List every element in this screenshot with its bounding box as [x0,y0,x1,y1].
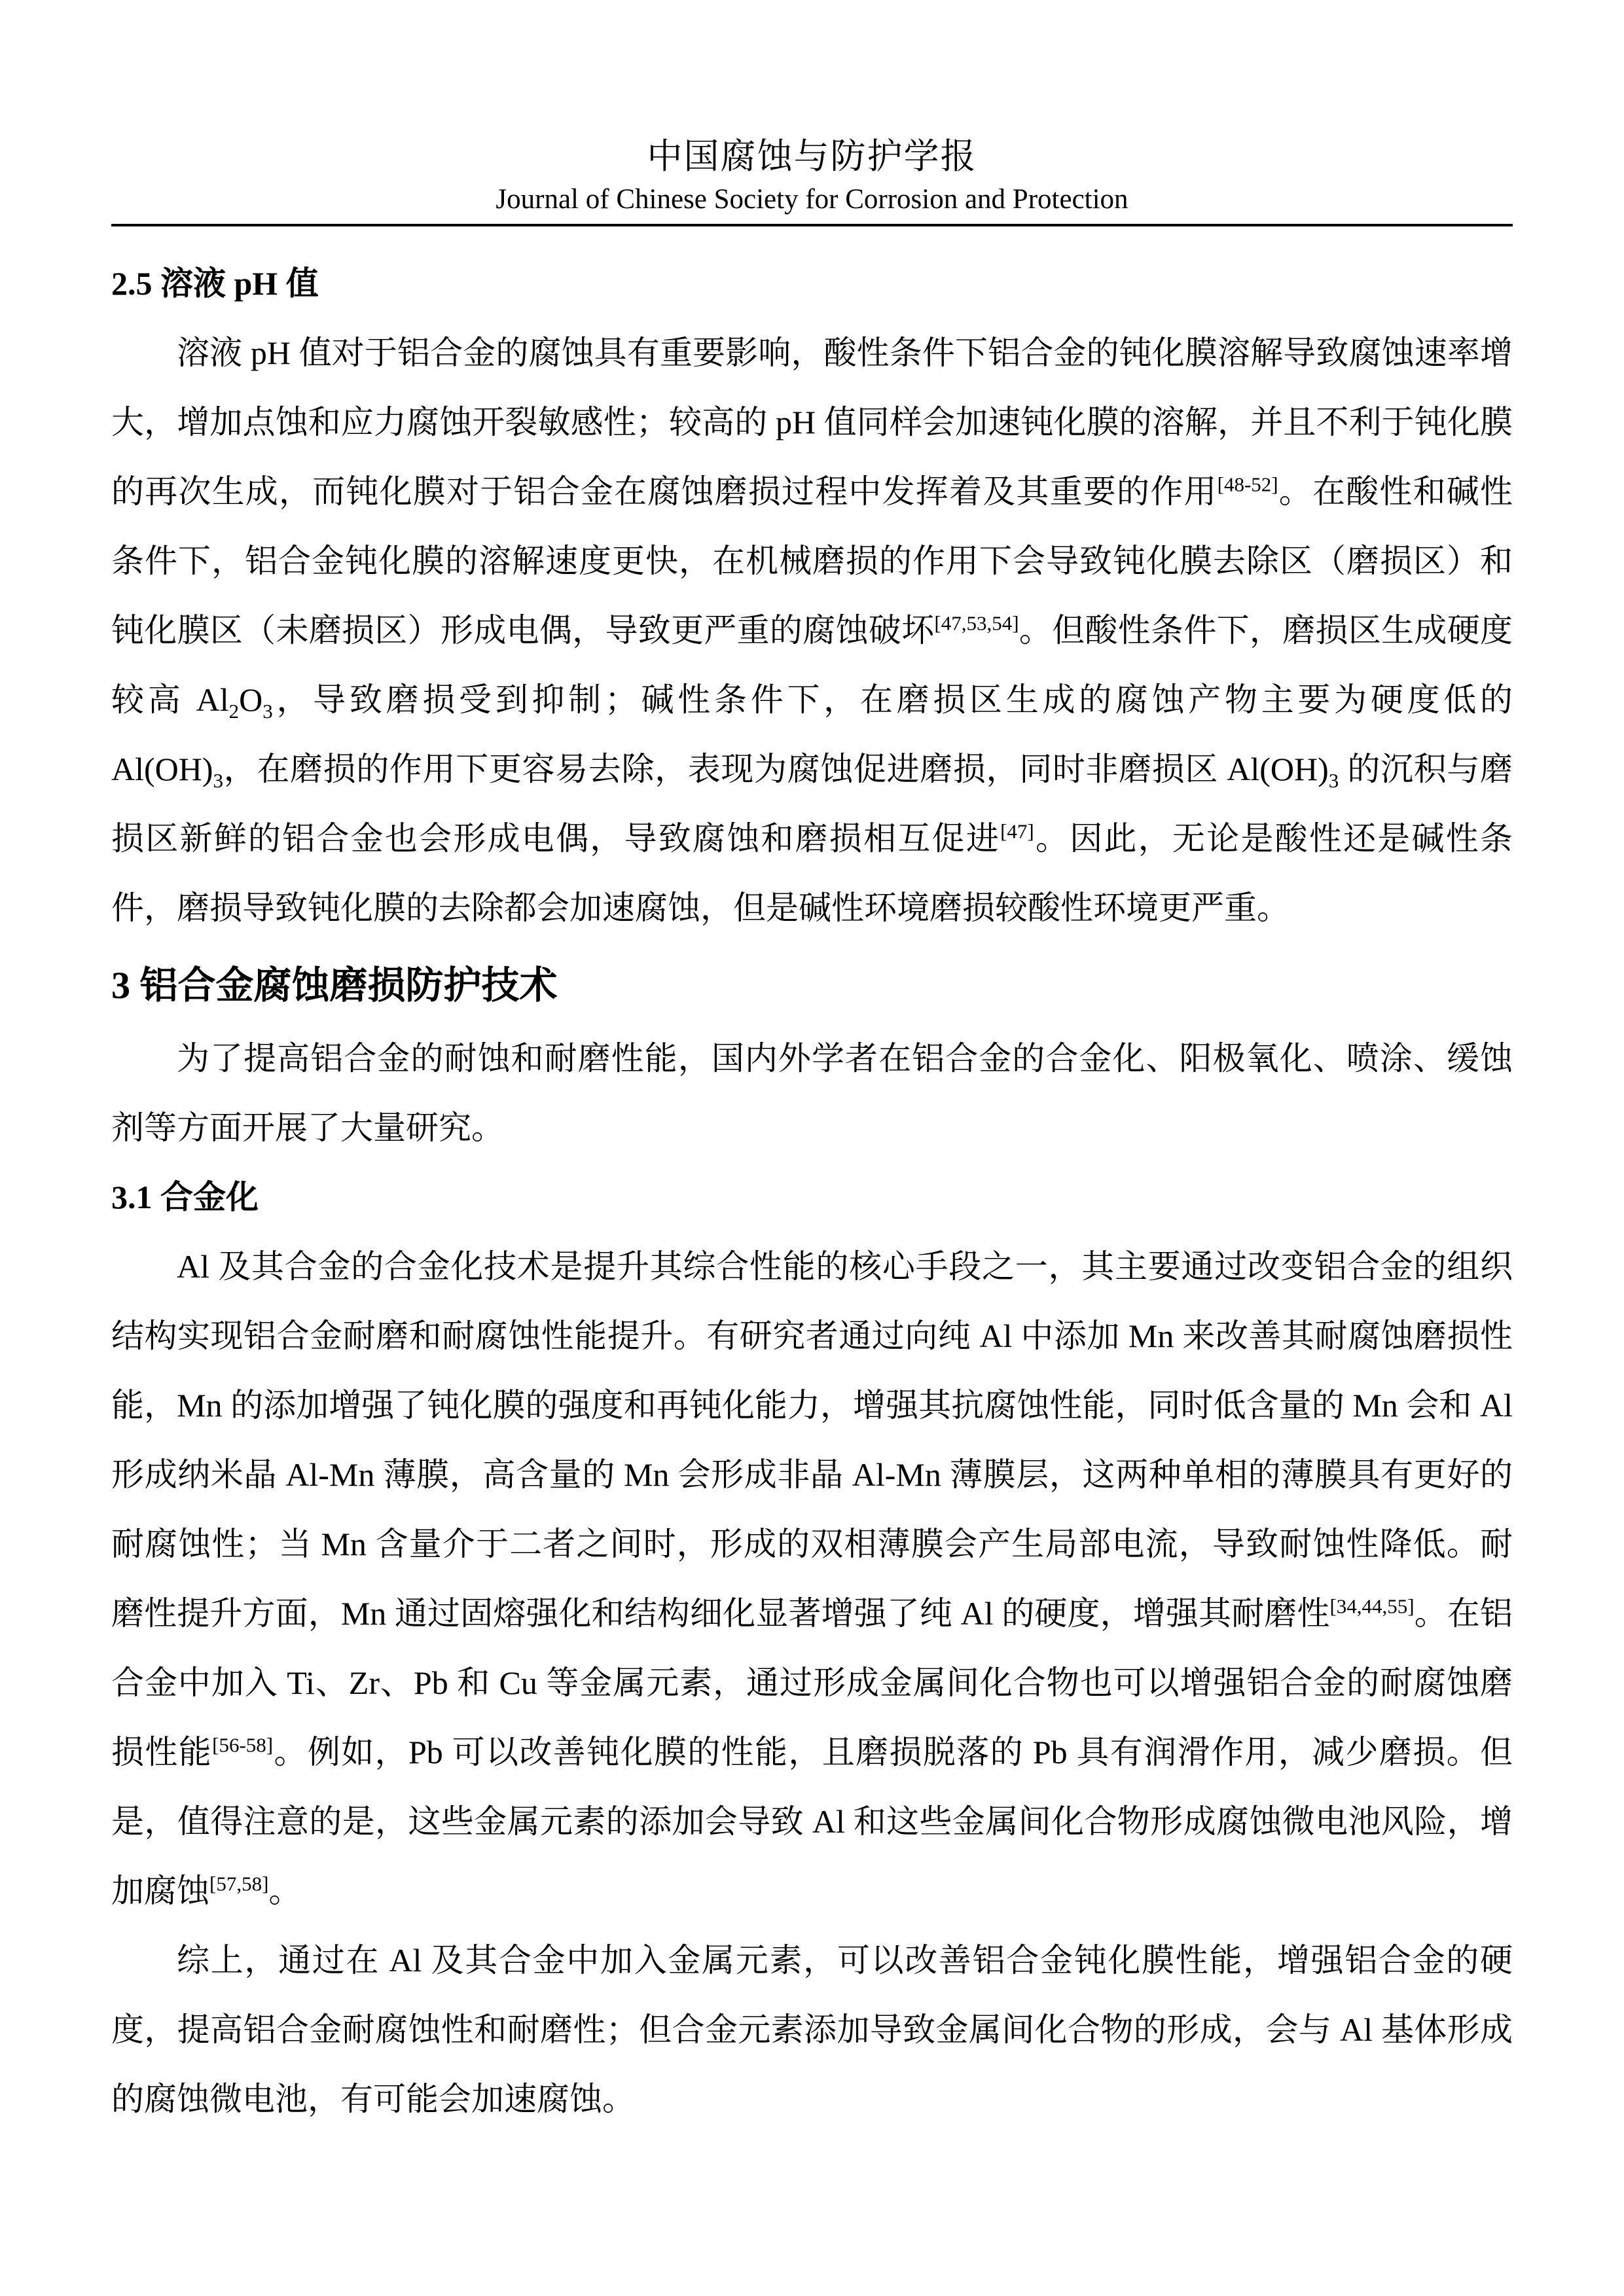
paragraph-alloying-summary: 综上，通过在 Al 及其合金中加入金属元素，可以改善铝合金钝化膜性能，增强铝合金的硬度，提高铝合金耐腐蚀性和耐磨性；但合金元素添加导致金属间化合物的形成，会与 Al 基体形成的腐蚀微电池，有可能会加速腐蚀。 [111,1942,1513,2118]
reference-marker: [57,58] [209,1872,269,1895]
reference-marker: [56-58] [212,1733,274,1757]
journal-title-en: Journal of Chinese Society for Corrosion and Protection [496,184,1128,215]
reference-marker: [48-52] [1217,473,1278,496]
reference-marker: [34,44,55] [1329,1594,1415,1618]
section-heading-2-5: 2.5 溶液 pH 值 [111,265,319,302]
journal-title-zh: 中国腐蚀与防护学报 [647,137,977,176]
document-body [111,249,1513,2134]
chemical-subscript: 3 [213,769,224,793]
paragraph-solution-ph: 溶液 pH 值对于铝合金的腐蚀具有重要影响，酸性条件下铝合金的钝化膜溶解导致腐蚀速率增大，增加点蚀和应力腐蚀开裂敏感性；较高的 pH 值同样会加速钝化膜的溶解，并且不利于钝化膜的再次生成，而钝化膜对于铝合金在腐蚀磨损过程中发挥着及其重要的作用[48-52]。在酸性和碱性条件下，铝合金钝化膜的溶解速度更快，在机械磨损的作用下会导致钝化膜去除区（磨损区）和钝化膜区（未磨损区）形成电偶，导致更严重的腐蚀破坏[47,53,54]。但酸性条件下，磨损区生成硬度较高 $Al_2O_3$，导致磨损受到抑制；碱性条件下，在磨损区生成的腐蚀产物主要为硬度低的 $Al(OH)_3$，在磨损的作用下更容易去除，表现为腐蚀促进磨损，同时非磨损区 $Al(OH)_3$ 的沉积与磨损区新鲜的铝合金也会形成电偶，导致腐蚀和磨损相互促进[47]。因此，无论是酸性还是碱性条件，磨损导致钝化膜的去除都会加速腐蚀，但是碱性环境磨损较酸性环境更严重。 [111,334,1513,927]
section-heading-3: 3 铝合金腐蚀磨损防护技术 [111,964,558,1007]
paragraph-alloying-main: Al 及其合金的合金化技术是提升其综合性能的核心手段之一，其主要通过改变铝合金的组织结构实现铝合金耐磨和耐腐蚀性能提升。有研究者通过向纯 Al 中添加 Mn 来改善其耐腐蚀磨损性能，Mn 的添加增强了钝化膜的强度和再钝化能力，增强其抗腐蚀性能，同时低含量的 Mn 会和 Al 形成纳米晶 Al-Mn 薄膜，高含量的 Mn 会形成非晶 Al-Mn 薄膜层，这两种单相的薄膜具有更好的耐腐蚀性；当 Mn 含量介于二者之间时，形成的双相薄膜会产生局部电流，导致耐蚀性降低。耐磨性提升方面，Mn 通过固熔强化和结构细化显著增强了纯 Al 的硬度，增强其耐磨性[34,44,55]。在铝合金中加入 Ti、Zr、Pb 和 Cu 等金属元素，通过形成金属间化合物也可以增强铝合金的耐腐蚀磨损性能[56-58]。例如，Pb 可以改善钝化膜的性能，且磨损脱落的 Pb 具有润滑作用，减少磨损。但是，值得注意的是，这些金属元素的添加会导致 Al 和这些金属间化合物形成腐蚀微电池风险，增加腐蚀[57,58]。 [111,1248,1513,1910]
reference-marker: [47] [1000,819,1034,843]
journal-header [111,131,1513,226]
chemical-subscript: 3 [262,700,273,723]
paragraph-protection-intro: 为了提高铝合金的耐蚀和耐磨性能，国内外学者在铝合金的合金化、阳极氧化、喷涂、缓蚀剂等方面开展了大量研究。 [111,1040,1513,1147]
header-divider [111,224,1513,226]
section-heading-3-1: 3.1 合金化 [111,1179,259,1216]
chemical-subscript: 2 [228,700,240,723]
chemical-subscript: 3 [1328,769,1339,793]
reference-marker: [47,53,54] [934,611,1019,635]
